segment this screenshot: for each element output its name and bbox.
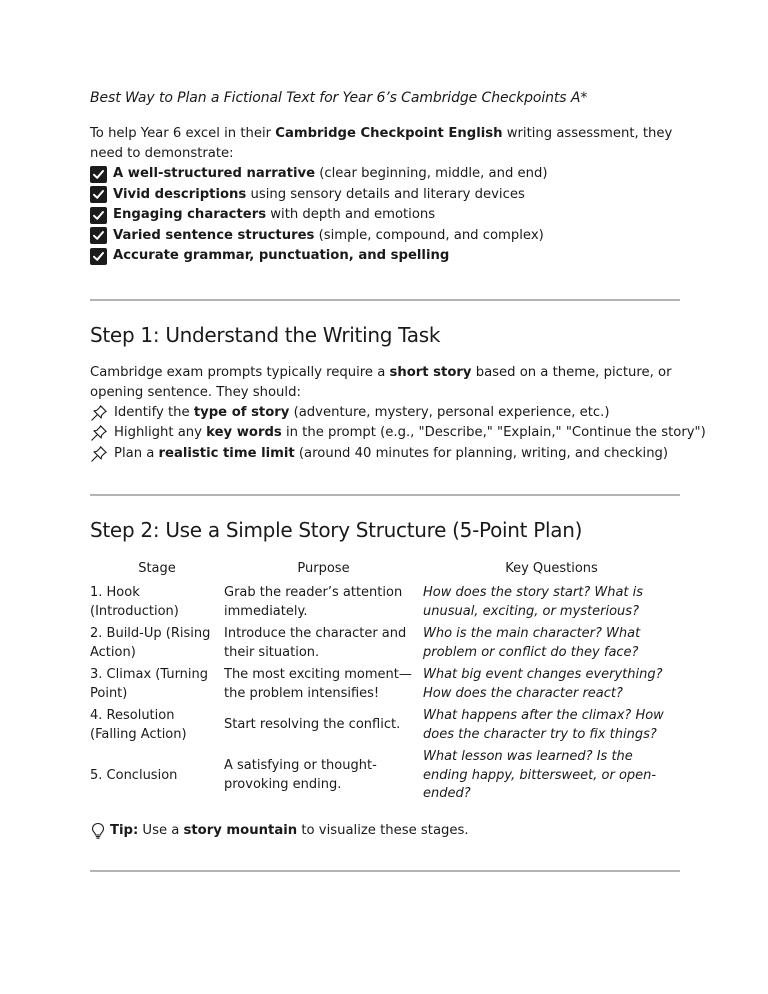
step1-list-item	[90, 423, 706, 444]
step1-text: Cambridge exam prompts typically require a	[90, 364, 390, 380]
step1-item-bold: type of story	[193, 404, 290, 420]
purpose-cell: Start resolving the conflict.	[224, 717, 401, 733]
story-plan-table	[90, 560, 680, 806]
step2-heading: Step 2: Use a Simple Story Structure (5-Point Plan)	[90, 518, 583, 542]
step1-item-text-end: (adventure, mystery, personal experience, etc.)	[289, 404, 610, 420]
step1-bold: short story	[389, 364, 472, 380]
table-row	[90, 746, 680, 806]
check-box-icon	[90, 186, 107, 203]
checklist-item-text: (clear beginning, middle, and end)	[315, 166, 548, 181]
checklist	[90, 164, 680, 267]
pushpin-icon	[90, 404, 108, 422]
stage-cell: 4. Resolution (Falling Action)	[90, 708, 187, 742]
checklist-item-text: using sensory details and literary devices	[246, 186, 525, 202]
key-questions-cell: What big event changes everything? How does the character react?	[423, 667, 663, 701]
section-divider	[90, 870, 680, 872]
step1-item-text: Highlight any	[114, 425, 207, 440]
step1-text-end: based on a theme, picture, or opening sentence. They should:	[90, 364, 672, 400]
column-header-key-questions: Key Questions	[505, 561, 598, 576]
step1-list-item	[90, 444, 680, 465]
step1-paragraph	[90, 363, 680, 403]
tip-text-end: to visualize these stages.	[297, 823, 469, 838]
column-header-stage: Stage	[138, 561, 176, 576]
step1-list-item	[90, 403, 680, 424]
checklist-item	[90, 226, 680, 247]
checklist-item-bold: Accurate grammar, punctuation, and spelling	[113, 248, 450, 263]
check-box-icon	[90, 166, 107, 183]
table-row	[90, 582, 680, 623]
checklist-item	[90, 246, 680, 267]
document-title: Best Way to Plan a Fictional Text for Year 6’s Cambridge Checkpoints A*	[90, 90, 588, 106]
table-row	[90, 705, 680, 746]
checklist-item-text: (simple, compound, and complex)	[314, 227, 544, 243]
checklist-item-text: with depth and emotions	[266, 207, 436, 222]
document-content	[90, 90, 706, 872]
key-questions-cell: What happens after the climax? How does the character try to fix things?	[423, 708, 664, 742]
table-row	[90, 664, 680, 705]
checklist-item-bold: A well-structured narrative	[113, 166, 316, 181]
step1-heading: Step 1: Understand the Writing Task	[90, 322, 441, 347]
tip-text: Use a	[138, 823, 184, 838]
checklist-item	[90, 205, 680, 226]
purpose-cell: Introduce the character and their situation.	[224, 626, 407, 660]
step1-list	[90, 403, 706, 465]
stage-cell: 5. Conclusion	[90, 767, 178, 783]
step1-item-bold: realistic time limit	[158, 445, 295, 461]
table-header-row	[90, 560, 680, 582]
stage-cell: 1. Hook (Introduction)	[90, 585, 179, 619]
column-header-purpose: Purpose	[297, 561, 350, 576]
checklist-item-bold: Vivid descriptions	[113, 186, 247, 202]
tip-label: Tip:	[110, 823, 139, 838]
intro-bold: Cambridge Checkpoint English	[275, 126, 503, 141]
key-questions-cell: How does the story start? What is unusual, exciting, or mysterious?	[423, 585, 644, 619]
tip-bold: story mountain	[183, 823, 298, 838]
step1-item-text-end: in the prompt (e.g., "Describe," "Explain," "Continue the story")	[281, 425, 706, 440]
pushpin-icon	[90, 424, 108, 442]
step1-item-bold: key words	[206, 425, 282, 440]
key-questions-cell: What lesson was learned? Is the ending happy, bittersweet, or open-ended?	[423, 749, 657, 801]
table-row	[90, 623, 680, 664]
check-box-icon	[90, 248, 107, 265]
step1-item-text: Plan a	[114, 445, 159, 461]
intro-text: To help Year 6 excel in their	[90, 126, 276, 141]
checklist-item-bold: Engaging characters	[113, 207, 267, 222]
intro-text-end: writing assessment, they need to demonstrate:	[90, 126, 673, 161]
purpose-cell: The most exciting moment—the problem intensifies!	[224, 667, 412, 701]
step1-item-text: Identify the	[114, 404, 194, 420]
key-questions-cell: Who is the main character? What problem or conflict do they face?	[423, 626, 641, 660]
checklist-item-bold: Varied sentence structures	[113, 227, 315, 243]
checklist-item	[90, 185, 680, 206]
check-box-icon	[90, 207, 107, 224]
stage-cell: 3. Climax (Turning Point)	[90, 667, 209, 701]
lightbulb-icon	[90, 822, 106, 840]
purpose-cell: Grab the reader’s attention immediately.	[224, 585, 403, 619]
checklist-item	[90, 164, 680, 185]
stage-cell: 2. Build-Up (Rising Action)	[90, 626, 211, 660]
purpose-cell: A satisfying or thought-provoking ending.	[224, 758, 377, 792]
intro-paragraph	[90, 124, 680, 164]
tip-line	[90, 822, 680, 840]
step1-item-text-end: (around 40 minutes for planning, writing, and checking)	[294, 445, 669, 461]
check-box-icon	[90, 227, 107, 244]
pushpin-icon	[90, 445, 108, 463]
